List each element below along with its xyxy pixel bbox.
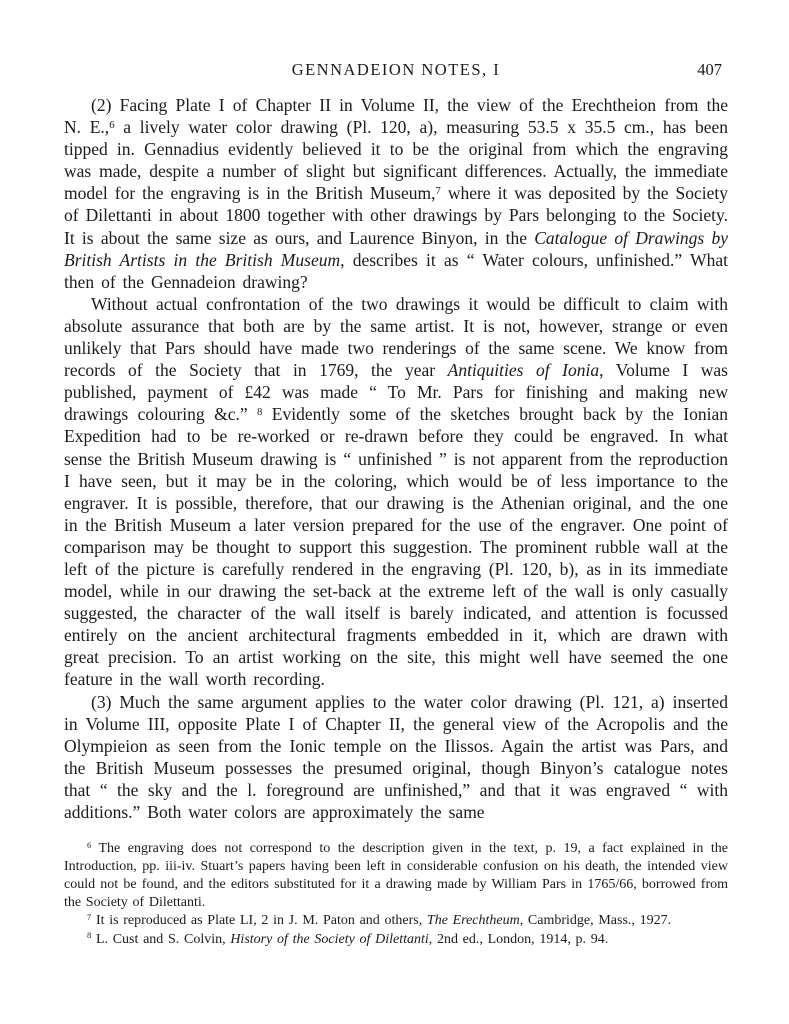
page-number: 407 (697, 60, 722, 79)
paragraph-2-erechtheion: (2) Facing Plate I of Chapter II in Volume II, the view of the Erechtheion from the N. E.,$^6$ a lively water color drawing (Pl. 120, a), measuring 53.5 x 35.5 cm., has been tipped in. Gennadius evidently believed it to be the original from which the engraving was made, despite a number of slight but significant differences. Actually, the immediate model for the engraving is in the British Museum,$^7$ where it was deposited by the Society of Dilettanti in about 1800 together with other drawings by Pars belonging to the Society. It is about the same size as ours, and Laurence Binyon, in the Catalogue of Drawings by British Artists in the British Museum, describes it as “ Water colours, unfinished.” What then of the Gennadeion drawing? (64, 95, 728, 292)
footnote-8: $^8$ L. Cust and S. Colvin, History of the Society of Dilettanti, 2nd ed., London, 1914, p. 94. (87, 930, 609, 947)
running-head-title: GENNADEION NOTES, I (291, 60, 501, 79)
footnotes-block (64, 840, 728, 949)
paragraph-3-acropolis: (3) Much the same argument applies to the water color drawing (Pl. 121, a) inserted in Volume III, opposite Plate I of Chapter II, the general view of the Acropolis and the Olympieion as seen from the Ionic temple on the Ilissos. Again the artist was Pars, and the British Museum possesses the presumed original, though Binyon’s catalogue notes that “ the sky and the l. foreground are unfinished,” and that it was engraved “ with additions.” Both water colors are approximately the same (64, 691, 728, 822)
footnote-7: $^7$ It is reproduced as Plate LI, 2 in J. M. Paton and others, The Erechtheum, Cambridge, Mass., 1927. (87, 912, 672, 929)
page-header (64, 60, 728, 82)
body-text (64, 94, 728, 823)
footnote-6: $^6$ The engraving does not correspond to the description given in the text, p. 19, a fact explained in the Introduction, pp. iii-iv. Stuart’s papers having been left in considerable confusion on his death, the intended view could not be found, and the editors substituted for it a drawing made by William Pars in 1765/66, borrowed from the Society of Dilettanti. (64, 840, 728, 911)
paragraph-confrontation: Without actual confrontation of the two drawings it would be difficult to claim with absolute assurance that both are by the same artist. It is not, however, strange or even unlikely that Pars should have made two renderings of the same scene. We know from records of the Society that in 1769, the year Antiquities of Ionia, Volume I was published, payment of £42 was made “ To Mr. Pars for finishing and making new drawings colouring &c.” $^8$ Evidently some of the sketches brought back by the Ionian Expedition had to be re-worked or re-drawn before they could be engraved. In what sense the British Museum drawing is “ unfinished ” is not apparent from the reproduction I have seen, but it may be in the coloring, which would be of less importance to the engraver. It is possible, therefore, that our drawing is the Athenian original, and the one in the British Museum a later version prepared for the use of the engraver. One point of comparison may be thought to support this suggestion. The prominent rubble wall at the left of the picture is carefully rendered in the engraving (Pl. 120, b), as in its immediate model, while in our drawing the set-back at the extreme left of the wall is only casually suggested, the character of the wall itself is barely indicated, and attention is focussed entirely on the ancient architectural fragments embedded in it, which are drawn with great precision. To an artist working on the site, this might well have seemed the one feature in the wall worth recording. (64, 293, 728, 690)
